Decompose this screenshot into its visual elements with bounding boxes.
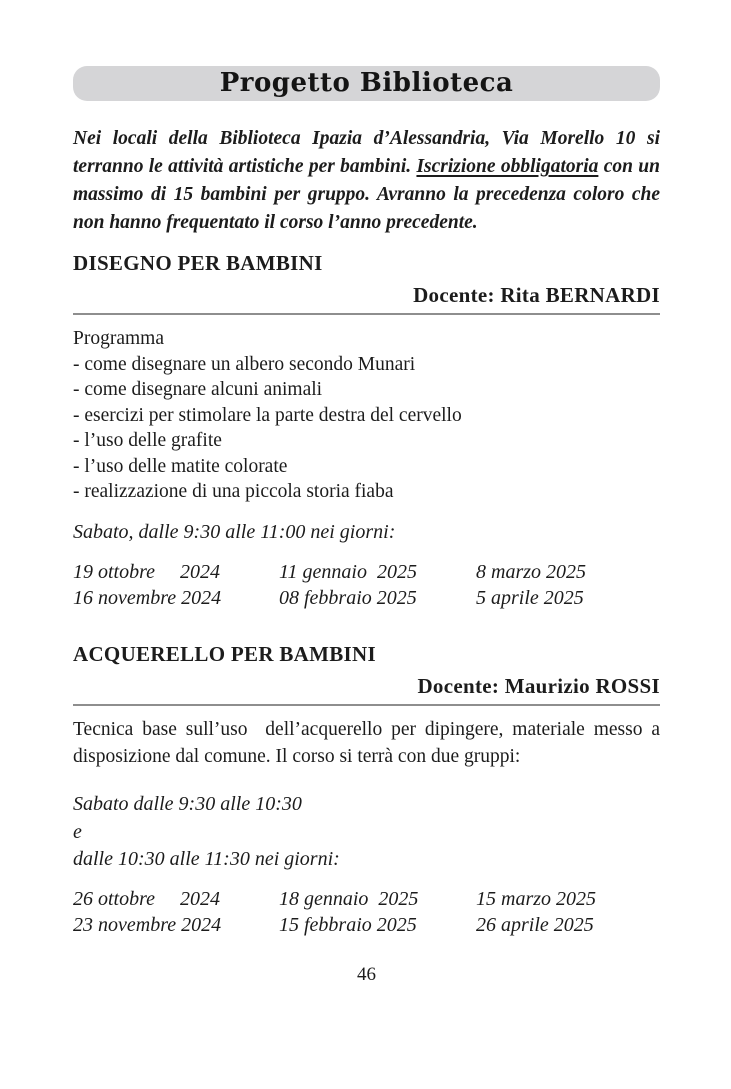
date-cell: 16 novembre 2024 — [73, 587, 222, 609]
course-teacher-acquerello: Docente: Maurizio ROSSI — [417, 674, 660, 698]
section-divider — [73, 704, 660, 706]
schedule-line: e — [73, 820, 82, 843]
date-cell: 26 ottobre 2024 — [73, 887, 221, 910]
date-cell: 19 ottobre 2024 — [73, 561, 221, 583]
program-item: - l’uso delle matite colorate — [73, 455, 288, 477]
program-item: - l’uso delle grafite — [73, 430, 222, 451]
program-label: Programma — [73, 328, 164, 349]
course-header — [73, 641, 660, 700]
course-section-acquerello — [73, 641, 665, 938]
date-cell: 5 aprile 2025 — [476, 587, 584, 609]
schedule-line: Sabato, dalle 9:30 alle 11:00 nei giorni: — [73, 520, 396, 543]
program-list — [73, 326, 660, 505]
intro-paragraph — [73, 125, 660, 237]
course-title-disegno: DISEGNO PER BAMBINI — [73, 251, 323, 275]
dates-grid-acquerello — [73, 886, 660, 938]
date-cell: 15 marzo 2025 — [476, 887, 597, 910]
course-description: Tecnica base sull’uso dell’acquerello per dipingere, materiale messo a disposizione dal comune. Il corso si terrà con due gruppi: — [73, 719, 665, 767]
intro-underlined-text: Iscrizione obbligatoria — [416, 156, 599, 177]
dates-grid-disegno — [73, 559, 660, 611]
date-cell: 26 aprile 2025 — [476, 913, 594, 936]
course-title-acquerello: ACQUERELLO PER BAMBINI — [73, 642, 376, 666]
section-divider — [73, 313, 660, 315]
course-header — [73, 250, 660, 309]
page-number: 46 — [357, 963, 376, 985]
document-title: Progetto Biblioteca — [219, 68, 514, 98]
document-page — [0, 66, 731, 986]
date-cell: 8 marzo 2025 — [476, 561, 587, 583]
program-item: - come disegnare un albero secondo Munari — [73, 353, 416, 375]
schedule-line: Sabato dalle 9:30 alle 10:30 — [73, 793, 302, 815]
intro-text-after: con un massimo di 15 bambini per gruppo. Avranno la precedenza coloro che non hanno frequentato il corso l’anno precedente. — [73, 156, 660, 233]
course-section-disegno — [73, 250, 660, 611]
intro-text-before: Nei locali della Biblioteca Ipazia d’Alessandria, Via Morello 10 si terranno le attività artistiche per bambini. — [73, 128, 660, 177]
document-title-banner — [73, 66, 660, 101]
date-cell: 11 gennaio 2025 — [279, 561, 417, 583]
date-cell: 18 gennaio 2025 — [279, 887, 419, 910]
program-item: - realizzazione di una piccola storia fiaba — [73, 481, 394, 502]
program-item: - esercizi per stimolare la parte destra del cervello — [73, 404, 462, 426]
schedule-block-acquerello — [73, 791, 660, 874]
schedule-block-disegno — [73, 519, 660, 547]
course-teacher-disegno: Docente: Rita BERNARDI — [413, 283, 660, 307]
date-cell: 15 febbraio 2025 — [279, 913, 417, 936]
date-cell: 08 febbraio 2025 — [279, 587, 417, 609]
program-item: - come disegnare alcuni animali — [73, 379, 323, 400]
date-cell: 23 novembre 2024 — [73, 913, 222, 936]
schedule-line: dalle 10:30 alle 11:30 nei giorni: — [73, 848, 340, 870]
